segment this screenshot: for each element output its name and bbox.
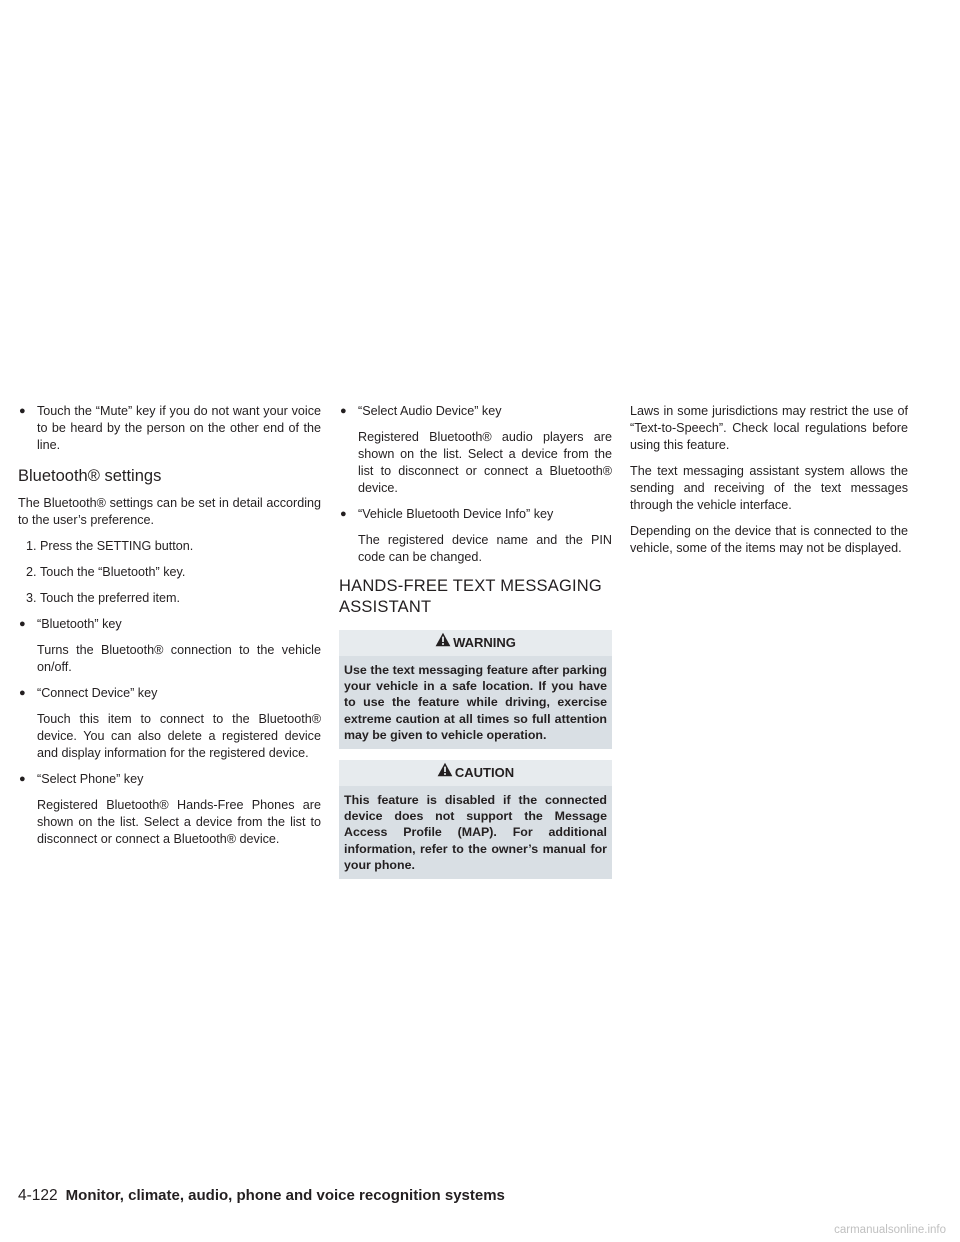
paragraph-system: The text messaging assistant system allows the sending and receiving of the text messages through the vehicle interface.	[630, 464, 908, 512]
column-left	[18, 403, 321, 857]
bluetooth-settings-heading: Bluetooth® settings	[18, 467, 162, 485]
step-number: 1.	[26, 539, 37, 553]
caution-title: CAUTION	[454, 765, 515, 781]
item-select-phone-key: ● “Select Phone” key	[18, 771, 321, 788]
step-3	[18, 590, 321, 607]
item-vehicle-device-info-key: ● “Vehicle Bluetooth Device Info” key	[339, 506, 612, 523]
item-connect-device-key-desc: Touch this item to connect to the Bluetooth® device. You can also delete a registered device and display information for the registered device.	[37, 712, 321, 760]
watermark: carmanualsonline.info	[834, 1224, 946, 1236]
paragraph-laws: Laws in some jurisdictions may restrict the use of “Text-to-Speech”. Check local regulations before using this feature.	[630, 404, 908, 452]
page-footer	[18, 1187, 505, 1205]
item-select-phone-key-desc: Registered Bluetooth® Hands-Free Phones are shown on the list. Select a device from the list to disconnect or connect a Bluetooth® device.	[37, 798, 321, 846]
chapter-title: Monitor, climate, audio, phone and voice recognition systems	[65, 1187, 505, 1204]
paragraph-device: Depending on the device that is connected to the vehicle, some of the items may not be displayed.	[630, 524, 908, 555]
item-bluetooth-key: ● “Bluetooth” key	[18, 616, 321, 633]
caution-header	[339, 760, 612, 786]
warning-header	[339, 630, 612, 656]
caution-triangle-icon	[437, 760, 453, 786]
page-number: 4-122	[18, 1187, 58, 1204]
caution-text: This feature is disabled if the connected device does not support the Message Access Profile (MAP). For additional information, refer to the owner’s manual for your phone.	[344, 793, 607, 872]
warning-title: WARNING	[453, 635, 516, 650]
mute-bullet: ● Touch the “Mute” key if you do not want your voice to be heard by the person on the other end of the line.	[18, 403, 321, 454]
item-select-audio-device-key: ● “Select Audio Device” key	[339, 403, 612, 420]
item-connect-device-key: ● “Connect Device” key	[18, 685, 321, 702]
step-text: Touch the preferred item.	[40, 591, 181, 605]
bluetooth-settings-intro: The Bluetooth® settings can be set in detail according to the user’s preference.	[18, 496, 321, 527]
section-heading-line1: HANDS-FREE TEXT MESSAGING	[339, 577, 602, 595]
item-select-audio-device-key-desc: Registered Bluetooth® audio players are shown on the list. Select a device from the list to disconnect or connect a Bluetooth® device.	[358, 430, 612, 495]
step-number: 3.	[26, 591, 37, 605]
section-heading	[339, 576, 612, 618]
caution-box	[339, 760, 612, 879]
step-2	[18, 564, 321, 581]
warning-text: Use the text messaging feature after parking your vehicle in a safe location. If you have to use the feature while driving, exercise extreme caution at all times so full attention may be given to vehicle operation.	[344, 663, 607, 742]
column-right	[630, 403, 908, 566]
warning-triangle-icon	[435, 630, 451, 656]
column-middle	[339, 403, 612, 890]
warning-box	[339, 630, 612, 749]
step-text: Touch the “Bluetooth” key.	[40, 565, 186, 579]
step-number: 2.	[26, 565, 37, 579]
item-vehicle-device-info-key-desc: The registered device name and the PIN code can be changed.	[358, 533, 612, 564]
section-heading-line2: ASSISTANT	[339, 598, 432, 616]
step-1	[18, 538, 321, 555]
step-text: Press the SETTING button.	[40, 539, 194, 553]
item-bluetooth-key-desc: Turns the Bluetooth® connection to the vehicle on/off.	[37, 643, 321, 674]
